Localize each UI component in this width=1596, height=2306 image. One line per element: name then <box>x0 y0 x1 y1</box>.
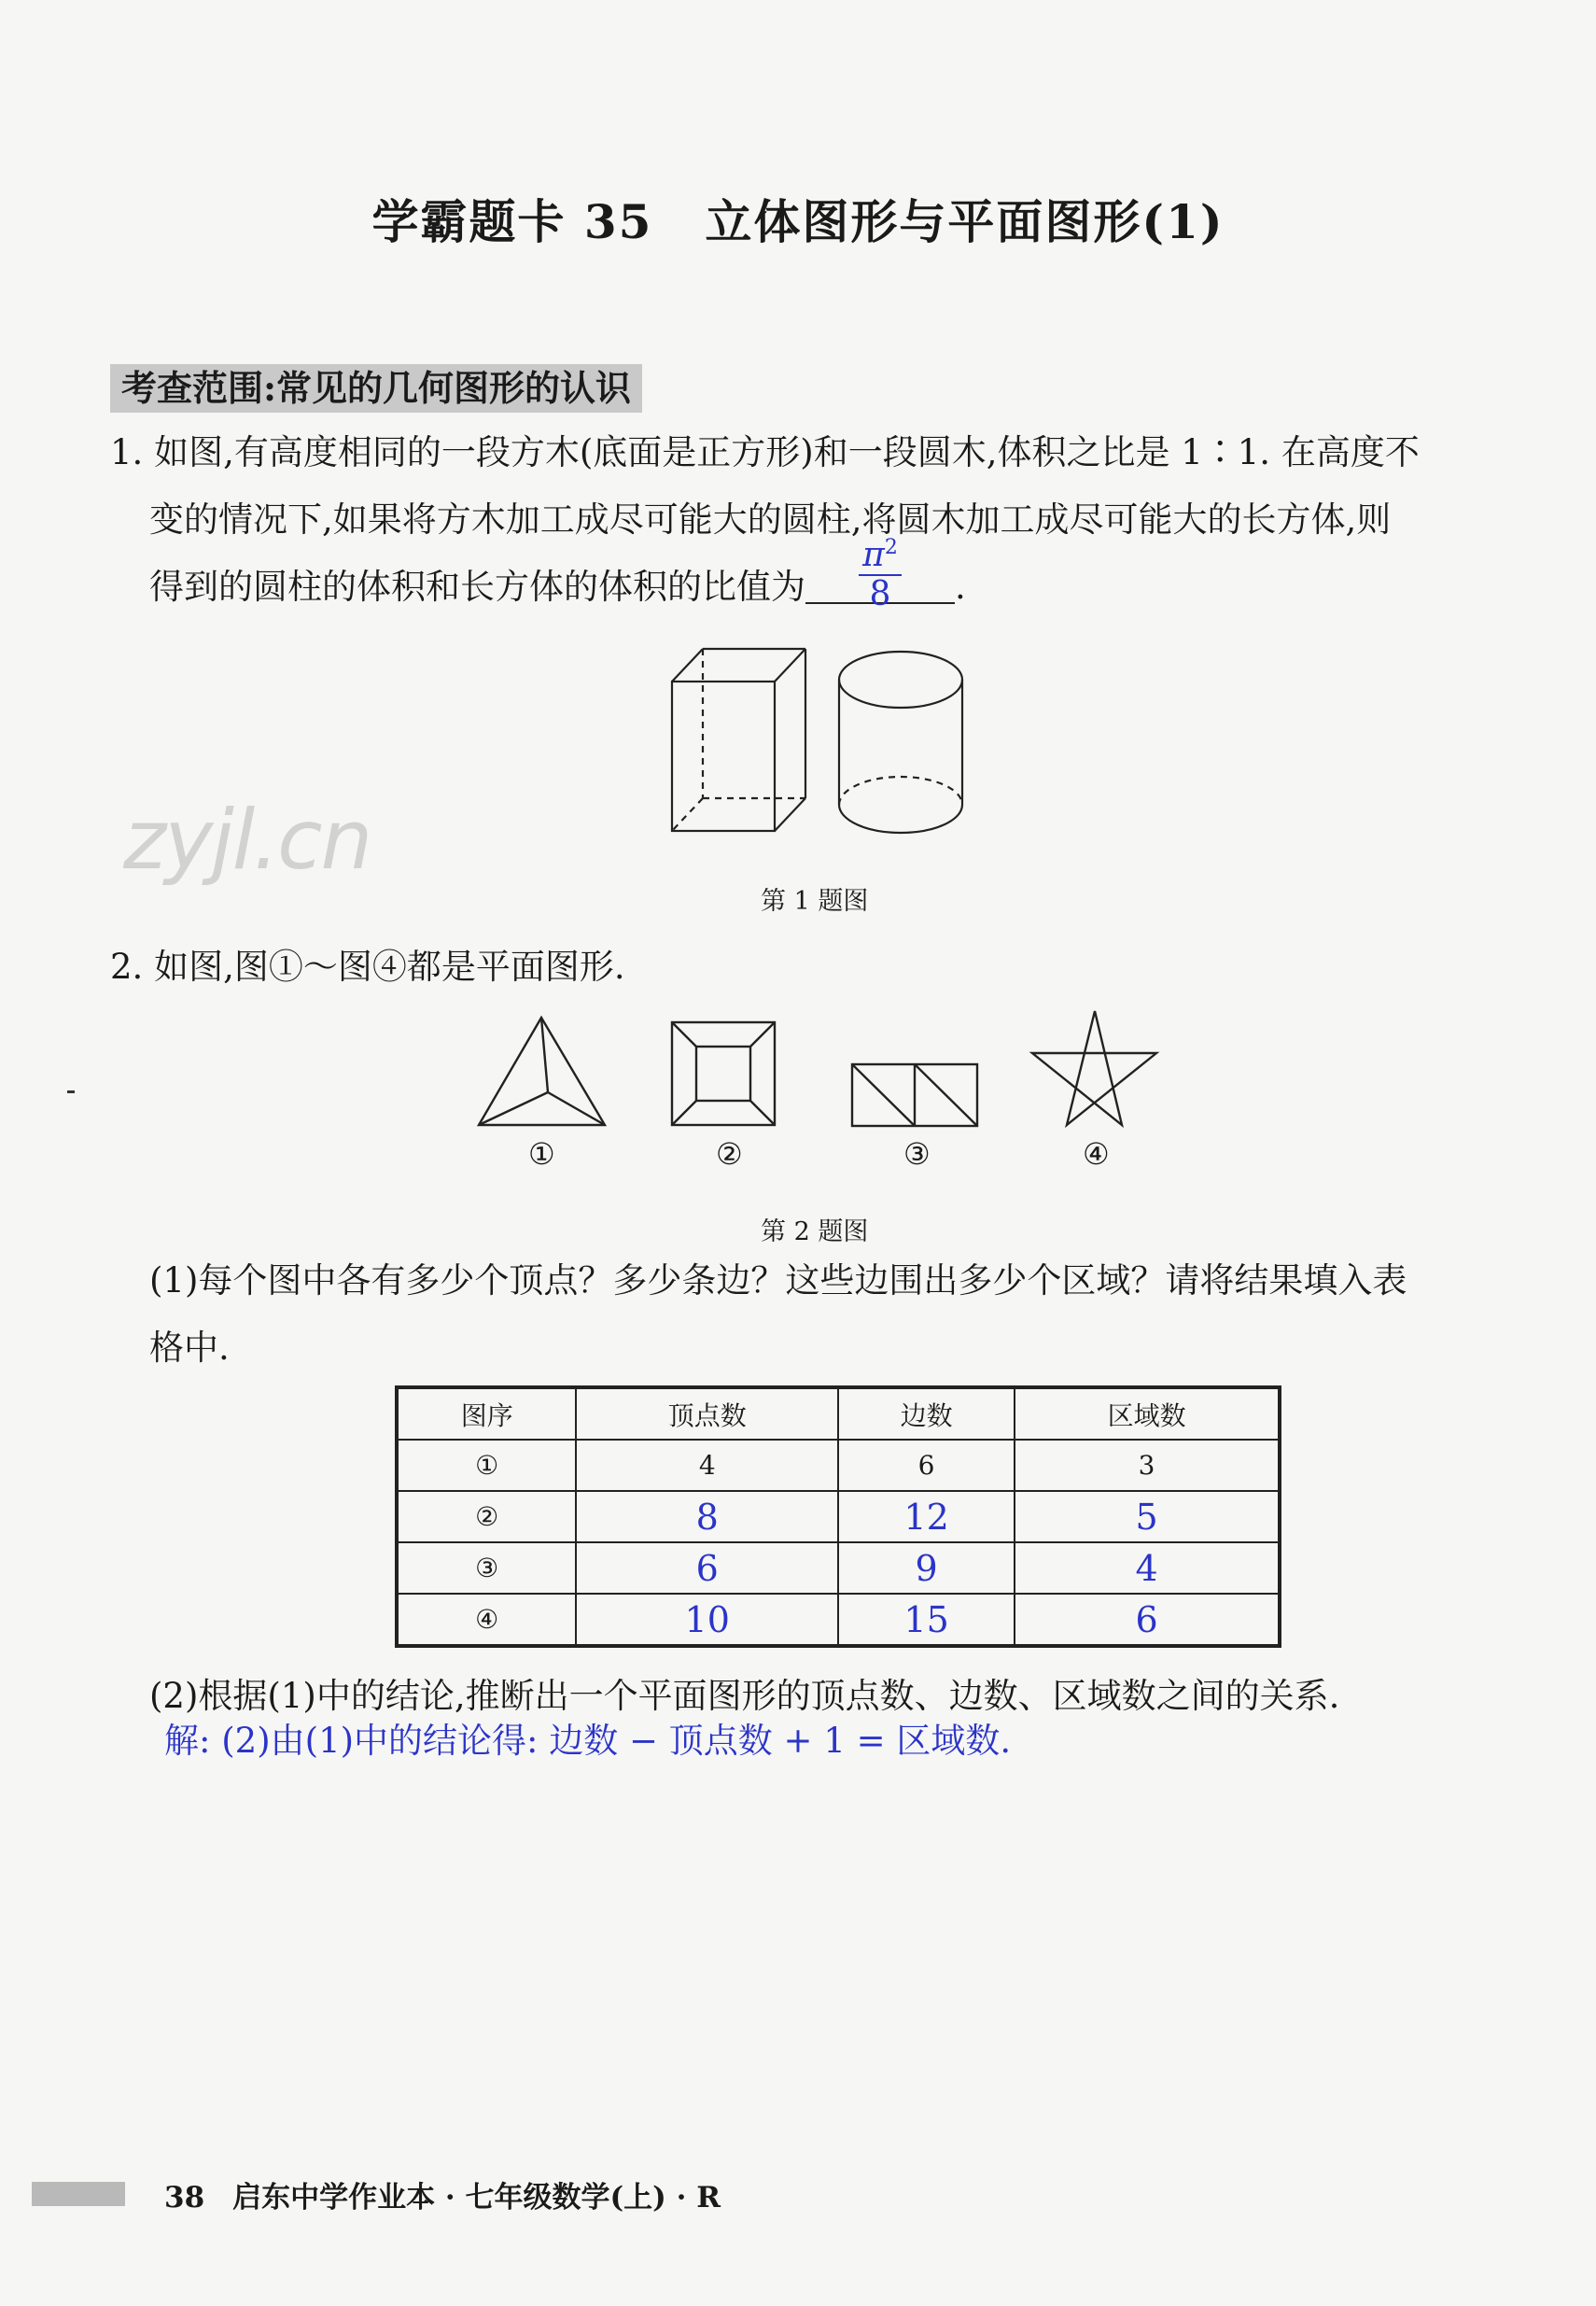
triangle-figure-icon <box>479 1018 605 1125</box>
handwritten-answer: 解: (2)由(1)中的结论得: 边数 − 顶点数 + 1 = 区域数. <box>164 1721 1012 1761</box>
page-title <box>0 185 1596 252</box>
question-2-part-2: (2)根据(1)中的结论,推断出一个平面图形的顶点数、边数、区域数之间的关系. <box>149 1676 1340 1716</box>
page-number: 38 <box>164 2181 205 2215</box>
handwritten-cell: 6 <box>576 1542 838 1594</box>
table-cell: ③ <box>397 1542 576 1594</box>
table-cell: 3 <box>1015 1440 1280 1491</box>
handwritten-cell: 9 <box>838 1542 1015 1594</box>
star-figure-icon <box>1032 1011 1156 1125</box>
handwritten-cell: 8 <box>576 1491 838 1542</box>
table-header: 边数 <box>838 1387 1015 1440</box>
table-header: 图序 <box>397 1387 576 1440</box>
handwritten-cell: 4 <box>1015 1542 1280 1594</box>
book-title: 启东中学作业本 · 七年级数学(上) · R <box>232 2181 721 2215</box>
card-number: 学霸题卡 35 <box>371 194 653 249</box>
table-row <box>397 1440 1280 1491</box>
handwritten-cell: 12 <box>838 1491 1015 1542</box>
fig-label-2: ② <box>716 1136 743 1172</box>
handwritten-fraction-answer: $\pi^2$ 8 <box>857 529 903 613</box>
table-cell: 6 <box>838 1440 1015 1491</box>
handwritten-cell: 5 <box>1015 1491 1280 1542</box>
answer-table <box>395 1385 1281 1648</box>
watermark: zyjl.cn <box>123 792 371 888</box>
table-header-row <box>397 1387 1280 1440</box>
question-1 <box>110 419 1529 621</box>
fig-label-1: ① <box>528 1136 555 1172</box>
figure-2-caption: 第 2 题图 <box>761 1217 869 1246</box>
question-2-part-1: (1)每个图中各有多少个顶点？多少条边？这些边围出多少个区域？请将结果填入表 格中. <box>149 1260 1407 1368</box>
footer-bar <box>32 2182 125 2206</box>
cuboid-icon <box>672 649 805 831</box>
figure-2-plane-shapes <box>471 1004 1181 1181</box>
q1-line-1: 1. 如图,有高度相同的一段方木(底面是正方形)和一段圆木,体积之比是 1∶1. 在高度不 <box>110 432 1420 472</box>
table-cell: ④ <box>397 1594 576 1646</box>
footer <box>164 2173 721 2215</box>
two-squares-figure-icon <box>852 1064 977 1126</box>
table-row <box>397 1491 1280 1542</box>
topic-title: 立体图形与平面图形(1) <box>705 194 1225 249</box>
section-tag: 考查范围:常见的几何图形的认识 <box>110 364 642 413</box>
table-header: 顶点数 <box>576 1387 838 1440</box>
handwritten-cell: 6 <box>1015 1594 1280 1646</box>
table-cell: ① <box>397 1440 576 1491</box>
fig-label-4: ④ <box>1083 1136 1110 1172</box>
table-cell: ② <box>397 1491 576 1542</box>
figure-1-cuboid-cylinder <box>658 644 975 845</box>
cylinder-icon <box>839 652 962 833</box>
handwritten-cell: 15 <box>838 1594 1015 1646</box>
stray-mark <box>67 1090 75 1093</box>
fig-label-3: ③ <box>903 1136 931 1172</box>
table-row <box>397 1594 1280 1646</box>
table-row <box>397 1542 1280 1594</box>
handwritten-cell: 10 <box>576 1594 838 1646</box>
table-cell: 4 <box>576 1440 838 1491</box>
q1-line-2: 变的情况下,如果将方木加工成尽可能大的圆柱,将圆木加工成尽可能大的长方体,则 <box>149 499 1392 540</box>
table-header: 区域数 <box>1015 1387 1280 1440</box>
question-2-stem: 2. 如图,图①～图④都是平面图形. <box>110 947 625 987</box>
nested-square-figure-icon <box>672 1022 775 1125</box>
answer-blank <box>805 536 955 613</box>
figure-1-caption: 第 1 题图 <box>761 887 869 916</box>
q1-line-3: 得到的圆柱的体积和长方体的体积的比值为 $\pi^2$ 8 . <box>110 554 1529 621</box>
